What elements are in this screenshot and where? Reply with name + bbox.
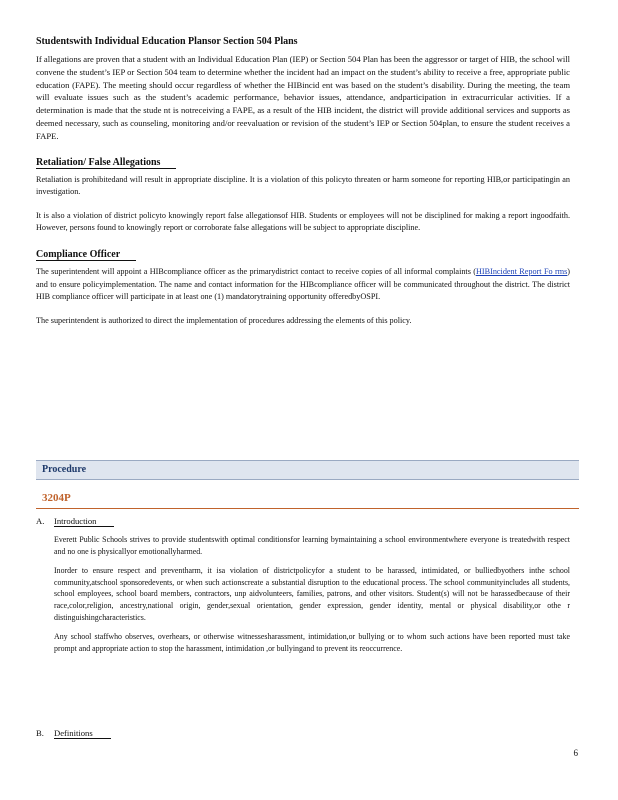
section-heading-retaliation: Retaliation/ False Allegations [36, 157, 570, 168]
policy-body [36, 36, 570, 327]
procedure-label: Procedure [42, 464, 87, 475]
section-title-definitions: Definitions [54, 728, 111, 739]
policy-number-divider [36, 508, 579, 509]
hib-incident-report-forms-link[interactable]: HIBIncident Report Fo rms [476, 266, 568, 276]
section-heading-iep-504: Studentswith Individual Education Plansor Section 504 Plans [36, 36, 298, 47]
compliance-paragraph-1: The superintendent will appoint a HIBcompliance officer as the primarydistrict contact to receive copies of all informal complaints (HIBIncident Report Fo rms) and to ensure policyimplementation. The name and contact information for the HIBcompliance officer will be communicated throughout the district. The district HIB compliance officer will participate in at least one (1) mandatorytraining opportunity offeredbyOSPI. [36, 266, 570, 302]
introduction-paragraph-1: Everett Public Schools strives to provide studentswith optimal conditionsfor learning bymaintaining a school environmentwhere everyone is treatedwith respect and no one is physicallyor emotionallyharmed. [54, 535, 570, 556]
section-title-introduction: Introduction [54, 516, 114, 527]
procedure-banner [36, 460, 579, 480]
section-letter: B. [36, 728, 44, 738]
retaliation-paragraph-2: It is also a violation of district policyto knowingly report false allegationsof HIB. Students or employees will not be disciplined for making a report ingoodfaith. However, persons found to knowingly report or corroborate false allegations will be subject to appropriate discipline. [36, 210, 570, 233]
introduction-body [54, 534, 570, 654]
compliance-paragraph-2: The superintendent is authorized to direct the implementation of procedures addressing the elements of this policy. [36, 315, 412, 325]
section-heading-compliance-officer: Compliance Officer [36, 249, 570, 260]
introduction-paragraph-3: Any school staffwho observes, overhears, or otherwise witnessesharassment, intimidation,or bullying or to whom such actions have been reported must take prompt and appropriate action to stop the harassment, intimidation ,or bullyingand to prevent its reoccurrence. [54, 632, 570, 653]
section-letter: A. [36, 516, 45, 526]
retaliation-paragraph-1: Retaliation is prohibitedand will result in appropriate discipline. It is a violation of this policyto threaten or harm someone for reporting HIB,or participatingin an investigation. [36, 174, 570, 197]
policy-number: 3204P [42, 492, 71, 504]
introduction-paragraph-2: Inorder to ensure respect and preventharm, it isa violation of districtpolicyfor a student to be harassed, intimidated, or bulliedbyothers inthe school community,atschool sponsoredevents, or when such actionscreate a substantial disruption to the educational process. The school communityincludes all students, school employees, school board members, contractors, unp aidvolunteers, families, patrons, and other visitors. Student(s) will not be harassedbecause of their race,color,religion, ancestry,national origin, gender,sexual orientation, gender expression, gender identity, mental or physical disability,or othe r distinguishingcharacteristics. [54, 566, 570, 622]
iep-504-paragraph: If allegations are proven that a student with an Individual Education Plan (IEP) or Section 504 Plan has been the aggressor or target of HIB, the school will convene the student’s IEP or Section 504 team to determine whether the incident had an impact on the student’s ability to receive a free, appropriate public education (FAPE). The meeting should occur regardless of whether the HIBincid ent was based on the student’s disability. During the meeting, the team will evaluate issues such as the student’s academic performance, behavior issues, attendance, andparticipation in extracurricular activities. If a determination is made that the stude nt is notreceiving a FAPE, as a result of the HIB incident, the district will provide additional services and supports as deemed necessary, such as counseling, monitoring and/or reevaluation or revision of the student’s IEP or Section 504plan, to ensure the student receives a FAPE. [36, 54, 570, 141]
page-number: 6 [573, 748, 578, 758]
